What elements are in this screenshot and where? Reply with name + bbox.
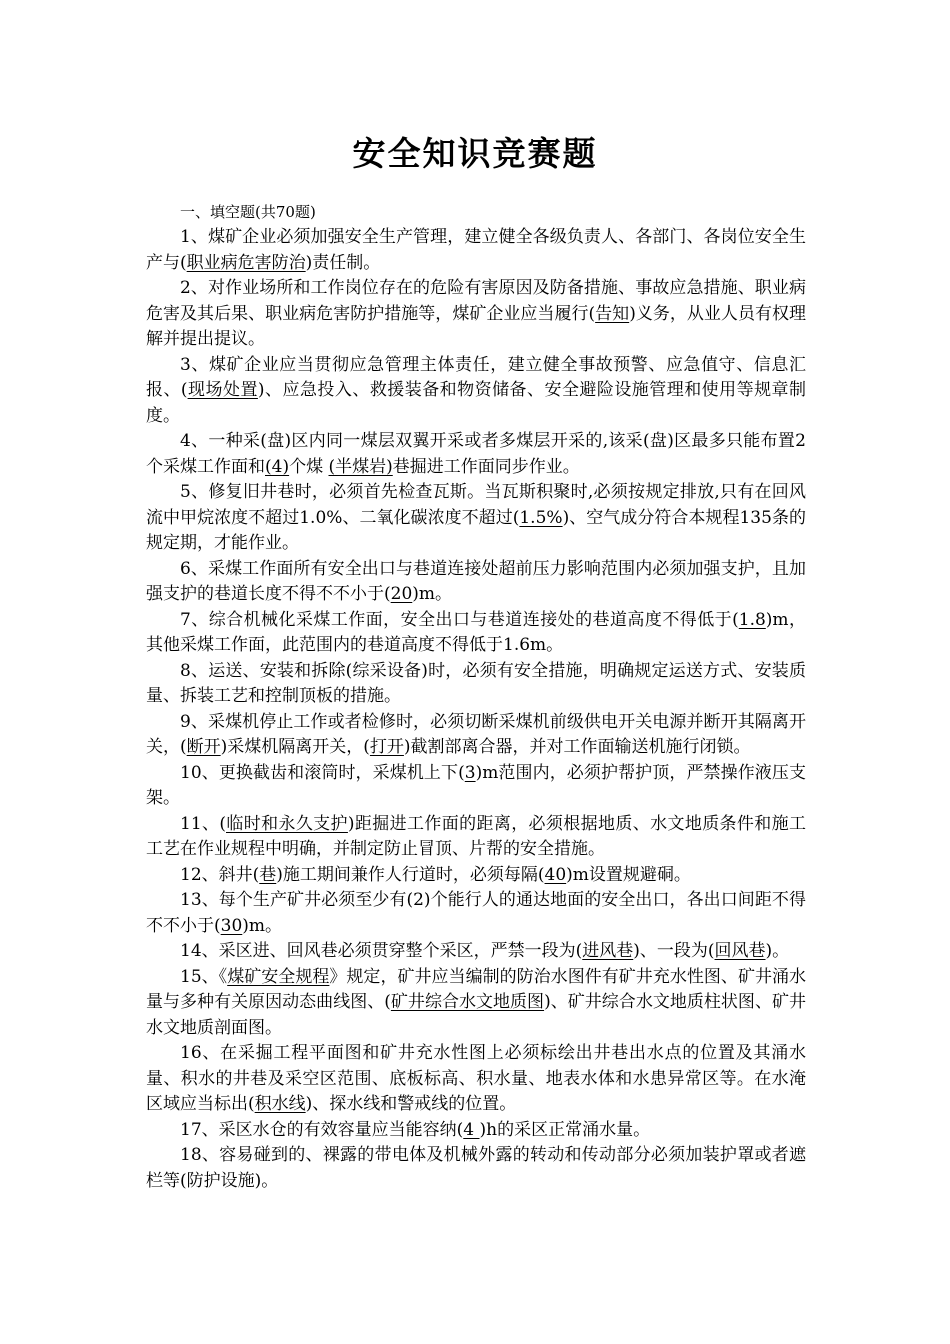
answer-text: 矿井综合水文地质图 [390,992,545,1012]
question-text: 1、煤矿企业必须加强安全生产管理，建立健全各级负责人、各部门、各岗位安全生产与( [146,227,806,273]
question-list [146,225,806,1194]
answer-text: (半煤岩) [328,456,393,477]
question-text: )、探水线和警戒线的位置。 [305,1094,517,1114]
question-text: 2、对作业场所和工作岗位存在的危险有害原因及防备措施、事故应急措施、职业病危害及其后果、职业病危害防护措施等，煤矿企业应当履行( [146,278,806,324]
question-text: 15、《 [180,966,228,987]
answer-text: 回风巷 [714,941,766,961]
answer-text: 3 [464,762,476,783]
answer-text: 4 [463,1119,480,1140]
question-text: )m设置规避硐。 [566,864,691,885]
question-item [146,863,806,889]
question-text: )责任制。 [305,252,381,273]
question-text: 3、煤矿企业应当贯彻应急管理主体责任，建立健全事故预警、应急值守、信息汇报、( [146,354,806,400]
answer-text: 巷 [259,864,277,885]
question-text: 13、每个生产矿井必须至少有(2)个能行人的通达地面的安全出口，各出口间距不得不不小于( [146,890,806,936]
question-text: 14、采区进、回风巷必须贯穿整个采区，严禁一段为( [180,941,583,961]
question-item [146,225,806,276]
answer-text: 1.8 [738,609,766,630]
question-text: )、应急投入、救援装备和物资储备、安全避险设施管理和使用等规章制度。 [146,380,807,426]
question-text: )施工期间兼作人行道时，必须每隔( [276,864,545,885]
answer-text: 断开 [186,737,221,757]
question-text: )m。 [242,915,283,936]
question-text: 8、运送、安装和拆除(综采设备)时，必须有安全措施，明确规定运送方式、安装质量、拆装工艺和控制顶板的措施。 [146,660,806,706]
question-text: )h的采区正常涌水量。 [479,1119,651,1140]
question-item [146,480,806,557]
question-text: )截割部离合器，并对工作面输送机施行闭锁。 [403,737,751,757]
question-item [146,710,806,761]
document-body [146,200,806,1194]
question-text: )、矿井综合水文地质柱状图、矿井水文地质剖面图。 [146,992,806,1038]
question-text: 18、容易碰到的、裸露的带电体及机械外露的转动和传动部分必须加装护罩或者遮栏等(防护设施)。 [146,1145,806,1191]
question-text: 16、在采掘工程平面图和矿井充水性图上必须标绘出井巷出水点的位置及其涌水量、积水的井巷及采空区范围、底板标高、积水量、地表水体和水患异常区等。在水淹区域应当标出( [146,1043,806,1114]
answer-text: 30 [220,915,243,936]
question-text: 7、综合机械化采煤工作面，安全出口与巷道连接处的巷道高度不得低于( [180,609,739,630]
question-item [146,353,806,430]
answer-text: (4) [265,456,290,477]
question-text: 17、采区水仓的有效容量应当能容纳( [180,1119,464,1140]
question-text: 10、更换截齿和滚筒时，采煤机上下( [180,762,465,783]
question-text: 6、采煤工作面所有安全出口与巷道连接处超前压力影响范围内必须加强支护，且加强支护的巷道长度不得不不小于( [146,558,806,604]
question-item [146,608,806,659]
answer-text: 20 [390,584,413,604]
question-item [146,939,806,965]
question-text: 5、修复旧井巷时，必须首先检查瓦斯。当瓦斯积聚时,必须按规定排放,只有在回风流中甲烷浓度不超过1.0%、二氧化碳浓度不超过( [146,482,806,528]
answer-text: 1.5% [519,507,563,528]
question-text: )m范围内，必须护帮护顶，严禁操作液压支架。 [146,762,806,808]
question-text: 9、采煤机停止工作或者检修时，必须切断采煤机前级供电开关电源并断开其隔离开关，( [146,711,806,757]
answer-text: 积水线 [254,1094,306,1114]
question-text: )。 [765,941,790,961]
question-item [146,429,806,480]
question-text: )、空气成分符合本规程135条的规定期，才能作业。 [146,507,806,553]
question-text: )采煤机隔离开关，( [220,737,370,757]
answer-text: 打开 [369,737,404,757]
question-text: )m，其他采煤工作面，此范围内的巷道高度不得低于1.6m。 [146,609,806,655]
answer-text: 进风巷 [582,941,634,961]
answer-text: 临时和永久支护 [226,813,348,834]
answer-text: 职业病危害防治 [186,252,306,273]
question-text: )义务，从业人员有权理解并提出提议。 [146,303,807,349]
answer-text: 40 [544,864,567,885]
answer-text: 现场处置 [187,380,258,400]
section-heading: 一、填空题(共70题) [180,203,316,221]
question-item [146,888,806,939]
question-item [146,557,806,608]
question-item [146,761,806,812]
question-text: 4、一种采(盘)区内同一煤层双翼开采或者多煤层开采的,该采(盘)区最多只能布置2个采煤工作面和 [146,431,806,477]
question-text: )、一段为( [633,941,715,961]
document-title: 安全知识竞赛题 [352,134,598,173]
answer-text: 告知 [595,303,630,324]
question-text: 11、( [180,813,226,834]
question-text: 个煤 [289,456,329,477]
answer-text: 煤矿安全规程 [227,966,330,987]
question-item [146,1041,806,1118]
question-item [146,659,806,710]
question-text: )距掘进工作面的距离，必须根据地质、水文地质条件和施工工艺在作业规程中明确，并制定防止冒顶、片帮的安全措施。 [146,813,807,859]
question-item [146,812,806,863]
question-item [146,1143,806,1194]
question-item [146,276,806,353]
question-text: 》规定，矿井应当编制的防治水图件有矿井充水性图、矿井涌水量与多种有关原因动态曲线图、( [146,966,807,1012]
question-text: 巷掘进工作面同步作业。 [392,456,580,477]
question-item [146,1118,806,1144]
question-item [146,965,806,1042]
question-text: 12、斜井( [180,864,260,885]
question-text: )m。 [412,584,453,604]
